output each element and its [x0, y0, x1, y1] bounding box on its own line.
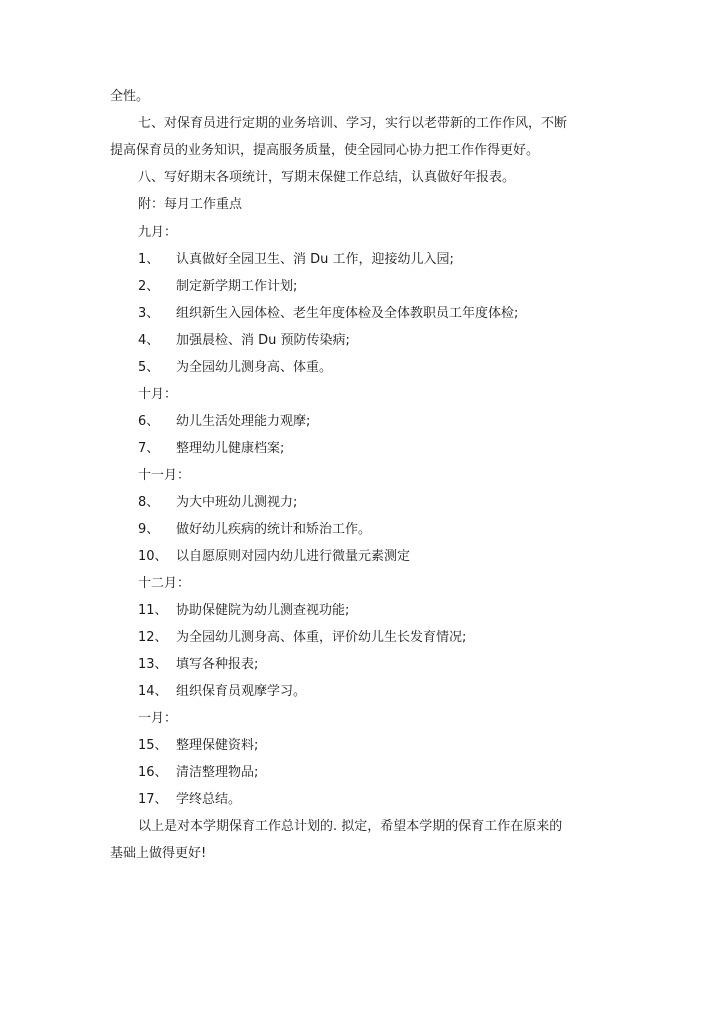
- item-text: 清洁整理物品;: [176, 765, 259, 780]
- list-item: [138, 358, 332, 378]
- item-text: 制定新学期工作计划;: [176, 279, 298, 294]
- item-text: 组织新生入园体检、老生年度体检及全体教职员工年度体检;: [176, 306, 519, 321]
- line-text: 以上是对本学期保育工作总计划的. 拟定，希望本学期的保育工作在原来的: [138, 819, 563, 834]
- item-text: 做好幼儿疾病的统计和矫治工作。: [176, 522, 372, 537]
- item-number: 3、: [138, 306, 160, 321]
- item-number: 16、: [138, 765, 168, 780]
- item-text: 组织保育员观摩学习。: [176, 684, 307, 699]
- month-heading-december: [138, 574, 190, 594]
- line-text: 提高保育员的业务知识，提高服务质量，使全园同心协力把工作作得更好。: [110, 143, 540, 158]
- line-text: 附：每月工作重点: [138, 197, 243, 212]
- list-item: [138, 547, 410, 567]
- list-item: [138, 493, 297, 513]
- line-text: 十一月：: [138, 468, 191, 483]
- list-item: [138, 412, 310, 432]
- item-text: 以自愿原则对园内幼儿进行微量元素测定: [176, 549, 411, 564]
- month-heading-october: [138, 385, 177, 405]
- list-item: [138, 682, 306, 702]
- item-text: 整理保健资料;: [176, 738, 259, 753]
- list-item: [138, 331, 350, 351]
- list-item: [138, 763, 258, 783]
- item-number: 17、: [138, 792, 168, 807]
- list-item: [138, 277, 297, 297]
- item-number: 11、: [138, 603, 168, 618]
- line-text: 基础上做得更好!: [110, 846, 207, 861]
- list-item: [138, 628, 466, 648]
- paragraph-7-line-2: [110, 141, 539, 161]
- item-number: 1、: [138, 252, 160, 267]
- list-item: [138, 250, 454, 270]
- line-text: 七、对保育员进行定期的业务培训、学习，实行以老带新的工作作风，不断: [138, 116, 568, 131]
- item-number: 5、: [138, 360, 160, 375]
- list-item: [138, 520, 371, 540]
- item-number: 12、: [138, 630, 168, 645]
- item-text: 为大中班幼儿测视力;: [176, 495, 298, 510]
- month-heading-september: [138, 223, 177, 243]
- item-number: 10、: [138, 549, 168, 564]
- item-number: 9、: [138, 522, 160, 537]
- item-number: 4、: [138, 333, 160, 348]
- paragraph-7-line-1: [138, 114, 567, 134]
- item-text: 协助保健院为幼儿测查视功能;: [176, 603, 350, 618]
- text-line: [110, 87, 149, 107]
- list-item: [138, 736, 258, 756]
- line-text: 十二月：: [138, 576, 191, 591]
- item-number: 8、: [138, 495, 160, 510]
- list-item: [138, 304, 518, 324]
- item-text: 填写各种报表;: [176, 657, 259, 672]
- item-text: 幼儿生活处理能力观摩;: [176, 414, 311, 429]
- item-text: 学终总结。: [176, 792, 242, 807]
- item-number: 6、: [138, 414, 160, 429]
- item-number: 13、: [138, 657, 168, 672]
- month-heading-january: [138, 709, 177, 729]
- month-heading-november: [138, 466, 190, 486]
- item-number: 2、: [138, 279, 160, 294]
- item-number: 15、: [138, 738, 168, 753]
- line-text: 一月：: [138, 711, 178, 726]
- list-item: [138, 790, 241, 810]
- line-text: 十月：: [138, 387, 178, 402]
- item-number: 14、: [138, 684, 168, 699]
- item-text: 认真做好全园卫生、消 Du 工作，迎接幼儿入园;: [176, 252, 454, 267]
- list-item: [138, 655, 258, 675]
- line-text: 八、写好期末各项统计，写期末保健工作总结，认真做好年报表。: [138, 170, 516, 185]
- list-item: [138, 439, 284, 459]
- item-text: 为全园幼儿测身高、体重。: [176, 360, 333, 375]
- item-text: 为全园幼儿测身高、体重，评价幼儿生长发育情况;: [176, 630, 467, 645]
- item-text: 加强晨检、消 Du 预防传染病;: [176, 333, 350, 348]
- appendix-heading: [138, 195, 242, 215]
- list-item: [138, 601, 349, 621]
- paragraph-8: [138, 168, 515, 188]
- item-number: 7、: [138, 441, 160, 456]
- item-text: 整理幼儿健康档案;: [176, 441, 285, 456]
- line-text: 九月：: [138, 225, 178, 240]
- line-text: 全性。: [110, 89, 150, 104]
- closing-paragraph-line-1: [138, 817, 562, 837]
- closing-paragraph-line-2: [110, 844, 206, 864]
